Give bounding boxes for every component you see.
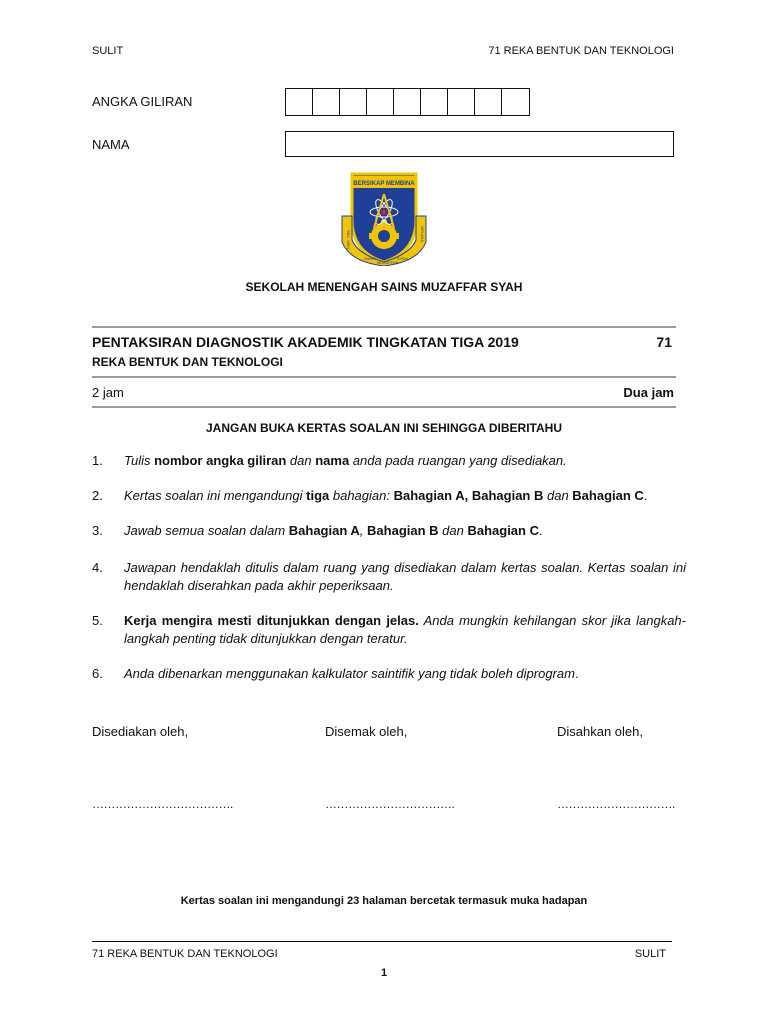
instruction-number: 5.	[92, 613, 103, 628]
crest-ring-bottom-2: MUZAFFAR	[377, 260, 399, 265]
instruction-text	[124, 665, 686, 683]
divider-bottom	[92, 406, 676, 408]
digit-cell[interactable]	[286, 89, 313, 115]
instruction-text-segment: dan	[286, 453, 316, 468]
exam-code: 71	[656, 334, 672, 350]
instruction-text	[124, 559, 686, 595]
digit-cell[interactable]	[502, 89, 529, 115]
instruction-text-segment: Bahagian B	[367, 523, 439, 538]
instruction-text-segment: anda pada ruangan yang disediakan.	[349, 453, 567, 468]
instruction-number: 3.	[92, 523, 103, 538]
header-right: 71 REKA BENTUK DAN TEKNOLOGI	[488, 45, 674, 57]
nama-label: NAMA	[92, 137, 130, 152]
footer-rule	[92, 941, 672, 942]
instruction-text-segment: ,	[359, 523, 368, 538]
instruction-text-segment: .	[643, 488, 648, 503]
instruction-number: 6.	[92, 666, 103, 681]
crest-motto: BERSIKAP MEMBINA	[353, 181, 415, 187]
instruction-text-segment: tiga	[306, 488, 330, 503]
instruction-text-segment: Kertas soalan ini mengandungi	[124, 488, 307, 503]
divider-top	[92, 326, 676, 328]
instruction-text-segment: nombor angka giliran	[154, 453, 287, 468]
header-left: SULIT	[92, 45, 124, 57]
instruction-text-segment: Anda mungkin kehilangan skor jika langkah-langkah penting tidak ditunjukkan dengan teratur.	[124, 613, 686, 646]
digit-cell[interactable]	[448, 89, 475, 115]
instruction-text-segment: Jawapan hendaklah ditulis dalam ruang yang disediakan dalam kertas soalan. Kertas soalan ini hendaklah diserahkan pada akhir peperiksaan.	[124, 560, 686, 593]
angka-giliran-label: ANGKA GILIRAN	[92, 94, 193, 109]
instruction-text-segment: Kerja mengira mesti ditunjukkan dengan jelas.	[124, 613, 419, 628]
checked-by-label: Disemak oleh,	[325, 724, 408, 739]
footer-right: SULIT	[634, 948, 666, 960]
exam-subject: REKA BENTUK DAN TEKNOLOGI	[92, 355, 283, 369]
crest-ring-left: SEK. MEN.	[346, 230, 351, 251]
instruction-text-segment: Jawab semua soalan dalam	[124, 523, 289, 538]
instruction-text-segment: .	[538, 523, 543, 538]
instruction-text-segment: Bahagian A	[288, 523, 360, 538]
instruction-text-segment: bahagian:	[329, 488, 394, 503]
duration-left: 2 jam	[92, 385, 124, 400]
instruction-text-segment: Bahagian C	[467, 523, 539, 538]
crest-ring-bottom-3: SYAH	[397, 256, 408, 261]
crest-ring-bottom-1: SAINS	[364, 256, 377, 261]
instruction-text	[124, 487, 686, 505]
instruction-text-segment: Tulis	[124, 453, 155, 468]
school-name: SEKOLAH MENENGAH SAINS MUZAFFAR SYAH	[245, 280, 523, 294]
atom-nucleus	[382, 210, 387, 215]
digit-cell[interactable]	[475, 89, 502, 115]
digit-cell[interactable]	[340, 89, 367, 115]
instruction-text-segment: nama	[315, 453, 350, 468]
divider-middle	[92, 376, 676, 378]
warning-text: JANGAN BUKA KERTAS SOALAN INI SEHINGGA DIBERITAHU	[205, 421, 562, 435]
approved-by-label: Disahkan oleh,	[557, 724, 643, 739]
checked-signature-line: …………………………….	[325, 797, 455, 811]
instruction-number: 4.	[92, 560, 103, 575]
school-crest-logo	[336, 170, 432, 266]
page-count-note: Kertas soalan ini mengandungi 23 halaman bercetak termasuk muka hadapan	[180, 895, 588, 907]
instruction-number: 1.	[92, 453, 103, 468]
prepared-by-label: Disediakan oleh,	[92, 724, 189, 739]
instruction-text-segment: Anda dibenarkan menggunakan kalkulator saintifik yang tidak boleh diprogram	[124, 666, 575, 681]
instruction-text	[124, 452, 686, 470]
instruction-text-segment: Bahagian A, Bahagian B	[393, 488, 544, 503]
angka-giliran-boxes[interactable]	[285, 88, 530, 116]
instruction-number: 2.	[92, 488, 103, 503]
instruction-text-segment: dan	[438, 523, 468, 538]
duration-right: Dua jam	[623, 385, 674, 400]
footer-left: 71 REKA BENTUK DAN TEKNOLOGI	[92, 948, 278, 960]
instruction-text	[124, 522, 686, 540]
instruction-text-segment: dan	[543, 488, 573, 503]
approved-signature-line: ………………………….	[557, 797, 675, 811]
digit-cell[interactable]	[394, 89, 421, 115]
page-number: 1	[380, 967, 388, 979]
instruction-text	[124, 612, 686, 648]
digit-cell[interactable]	[313, 89, 340, 115]
exam-title: PENTAKSIRAN DIAGNOSTIK AKADEMIK TINGKATAN TIGA 2019	[92, 334, 519, 350]
digit-cell[interactable]	[367, 89, 394, 115]
crest-ring-right: MELAKA	[420, 226, 425, 243]
nama-field[interactable]	[285, 131, 674, 157]
instruction-text-segment: .	[574, 666, 579, 681]
digit-cell[interactable]	[421, 89, 448, 115]
instruction-text-segment: Bahagian C	[572, 488, 644, 503]
prepared-signature-line: ……………………………….	[92, 797, 233, 811]
